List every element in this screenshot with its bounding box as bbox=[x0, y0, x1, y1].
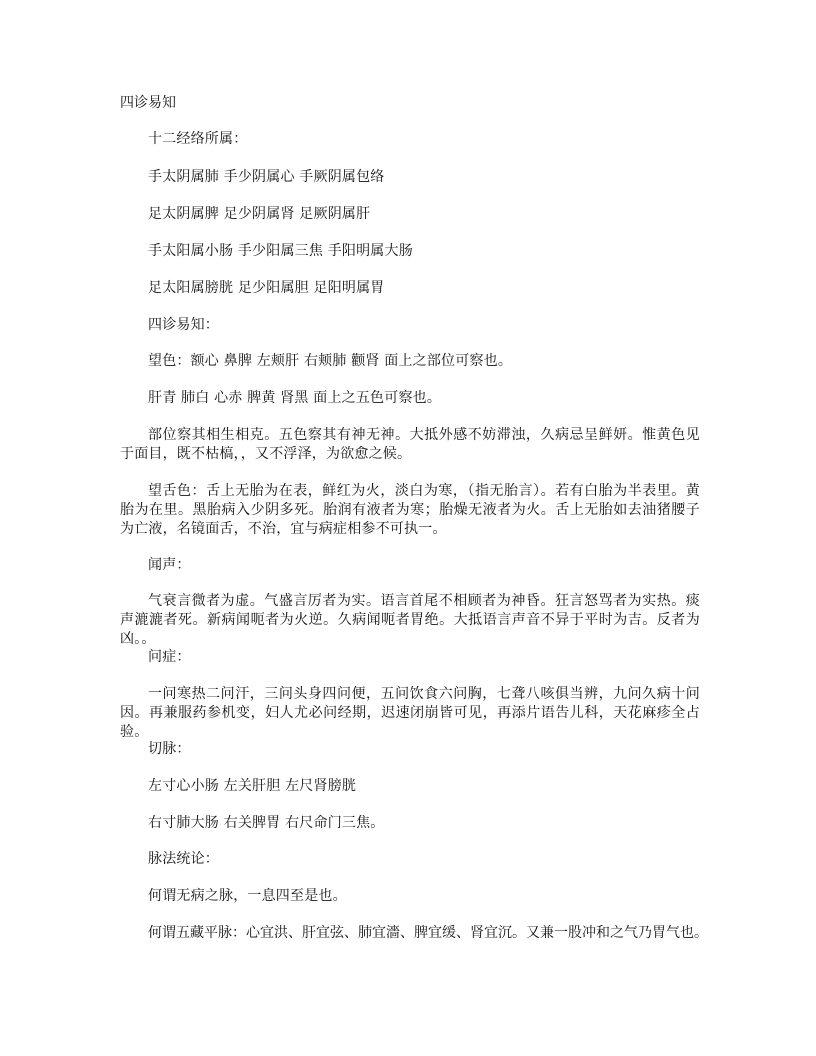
paragraph-hand-yin: 手太阴属肺 手少阴属心 手厥阴属包络 bbox=[148, 169, 385, 185]
paragraph-foot-yang: 足太阳属膀胱 足少阳属胆 足阳明属胃 bbox=[148, 280, 385, 296]
section-heading-pulse-theory: 脉法统论： bbox=[148, 851, 219, 867]
document-title: 四诊易知 bbox=[120, 95, 176, 111]
paragraph-foot-yin: 足太阴属脾 足少阴属肾 足厥阴属肝 bbox=[148, 206, 371, 222]
section-heading-listening: 闻声： bbox=[148, 557, 191, 573]
paragraph-hand-yang: 手太阳属小肠 手少阳属三焦 手阳明属大肠 bbox=[148, 243, 413, 259]
section-heading-pulse: 切脉： bbox=[148, 741, 191, 757]
paragraph-five-colors: 肝青 肺白 心赤 脾黄 肾黑 面上之五色可察也。 bbox=[148, 390, 442, 406]
paragraph-ten-questions: 一问寒热二问汗，三问头身四问便，五问饮食六问胸，七聋八咳俱当辨，九问久病十问因。再兼服药参机变，妇人尤必问经期，迟速闭崩皆可见，再添片语告儿科，天花麻疹全占验。 bbox=[120, 686, 700, 740]
section-heading-inquiry: 问症： bbox=[148, 649, 191, 665]
section-heading-four-diagnoses: 四诊易知： bbox=[148, 317, 219, 333]
paragraph-tongue-inspection: 望舌色：舌上无胎为在表，鲜红为火，淡白为寒，（指无胎言）。若有白胎为半表里。黄胎为在里。黑胎病入少阴多死。胎润有液者为寒；胎燥无液者为火。舌上无胎如去油猪腰子为亡液，名镜面舌，不治，宜与病症相参不可执一。 bbox=[120, 483, 700, 537]
section-heading-meridians: 十二经络所属： bbox=[148, 131, 248, 147]
paragraph-five-organs-pulse: 何谓五藏平脉：心宜洪、肝宜弦、肺宜濇、脾宜缓、肾宜沉。又兼一股冲和之气乃胃气也。 bbox=[148, 925, 708, 941]
paragraph-right-pulse: 右寸肺大肠 右关脾胃 右尺命门三焦。 bbox=[148, 815, 385, 831]
paragraph-healthy-pulse: 何谓无病之脉，一息四至是也。 bbox=[148, 888, 347, 904]
paragraph-color-interpretation: 部位察其相生相克。五色察其有神无神。大抵外感不妨滞浊，久病忌呈鲜妍。惟黄色见于面目，既不枯槁，，又不浮泽，为欲愈之候。 bbox=[120, 427, 700, 462]
paragraph-voice: 气衰言微者为虚。气盛言厉者为实。语言首尾不相顾者为神昏。狂言怒骂者为实热。痰声漉漉者死。新病闻呃者为火逆。久病闻呃者胃绝。大抵语言声音不异于平时为吉。反者为凶。。 bbox=[120, 593, 700, 647]
paragraph-left-pulse: 左寸心小肠 左关肝胆 左尺肾膀胱 bbox=[148, 778, 357, 794]
paragraph-face-positions: 望色：额心 鼻脾 左颊肝 右颊肺 颧肾 面上之部位可察也。 bbox=[148, 353, 513, 369]
